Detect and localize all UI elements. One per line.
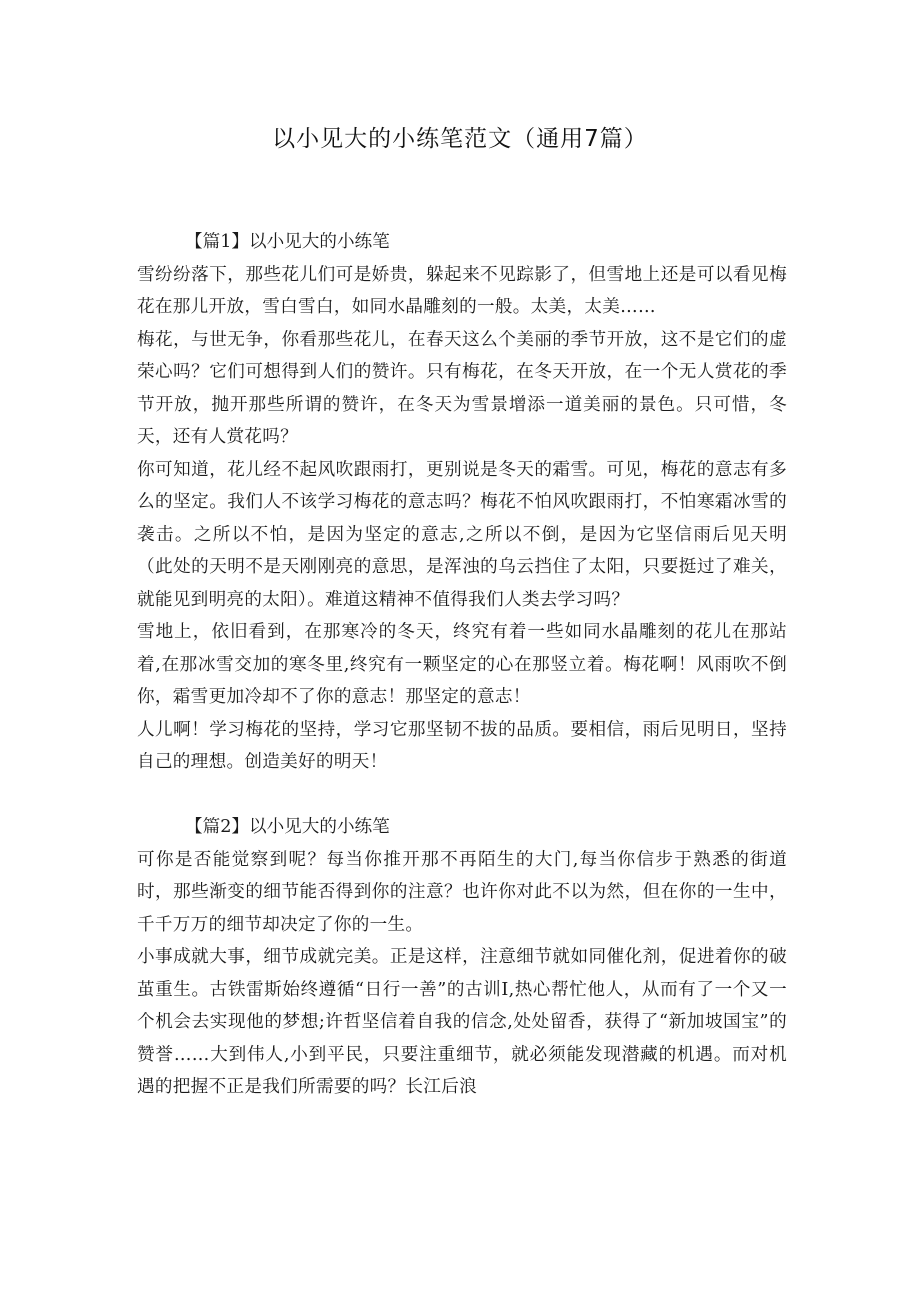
paragraph: 可你是否能觉察到呢？每当你推开那不再陌生的大门,每当你信步于熟悉的街道时，那些渐变的细节能否得到你的注意？也许你对此不以为然，但在你的一生中，千千万万的细节却决定了你的一生。 [137,849,787,935]
paragraph: 雪纷纷落下，那些花儿们可是娇贵，躲起来不见踪影了，但雪地上还是可以看见梅花在那儿开放，雪白雪白，如同水晶雕刻的一般。太美，太美…… [137,264,787,317]
section-2 [137,811,787,1104]
paragraph: 梅花，与世无争，你看那些花儿，在春天这么个美丽的季节开放，这不是它们的虚荣心吗？它们可想得到人们的赞许。只有梅花，在冬天开放，在一个无人赏花的季节开放，抛开那些所谓的赞许，在冬天为雪景增添一道美丽的景色。只可惜，冬天，还有人赏花吗？ [137,329,787,447]
section-heading: 【篇2】以小见大的小练笔 [185,817,390,837]
paragraph: 你可知道，花儿经不起风吹跟雨打，更别说是冬天的霜雪。可见，梅花的意志有多么的坚定。我们人不该学习梅花的意志吗？梅花不怕风吹跟雨打，不怕寒霜冰雪的袭击。之所以不怕，是因为坚定的意志,之所以不倒，是因为它坚信雨后见天明（此处的天明不是天刚刚亮的意思，是浑浊的乌云挡住了太阳，只要挺过了难关，就能见到明亮的太阳）。难道这精神不值得我们人类去学习吗？ [137,459,787,610]
paragraph: 小事成就大事，细节成就完美。正是这样，注意细节就如同催化剂，促进着你的破茧重生。古铁雷斯始终遵循“日行一善”的古训I,热心帮忙他人，从而有了一个又一个机会去实现他的梦想;许哲坚信着自我的信念,处处留香，获得了“新加坡国宝”的赞誉……大到伟人,小到平民，只要注重细节，就必须能发现潜藏的机遇。而对机遇的把握不正是我们所需要的吗？长江后浪 [137,947,787,1097]
section-spacer [137,779,787,812]
paragraph: 人儿啊！学习梅花的坚持，学习它那坚韧不拔的品质。要相信，雨后见明日，坚持自己的理想。创造美好的明天！ [137,719,787,772]
paragraph: 雪地上，依旧看到，在那寒冷的冬天，终究有着一些如同水晶雕刻的花儿在那站着,在那冰雪交加的寒冬里,终究有一颗坚定的心在那竖立着。梅花啊！风雨吹不倒你，霜雪更加冷却不了你的意志！那坚定的意志！ [137,622,787,707]
section-heading: 【篇1】以小见大的小练笔 [185,232,390,252]
document-title: 以小见大的小练笔范文（通用7篇） [272,126,648,152]
section-1 [137,226,787,779]
document-body [137,226,787,1104]
